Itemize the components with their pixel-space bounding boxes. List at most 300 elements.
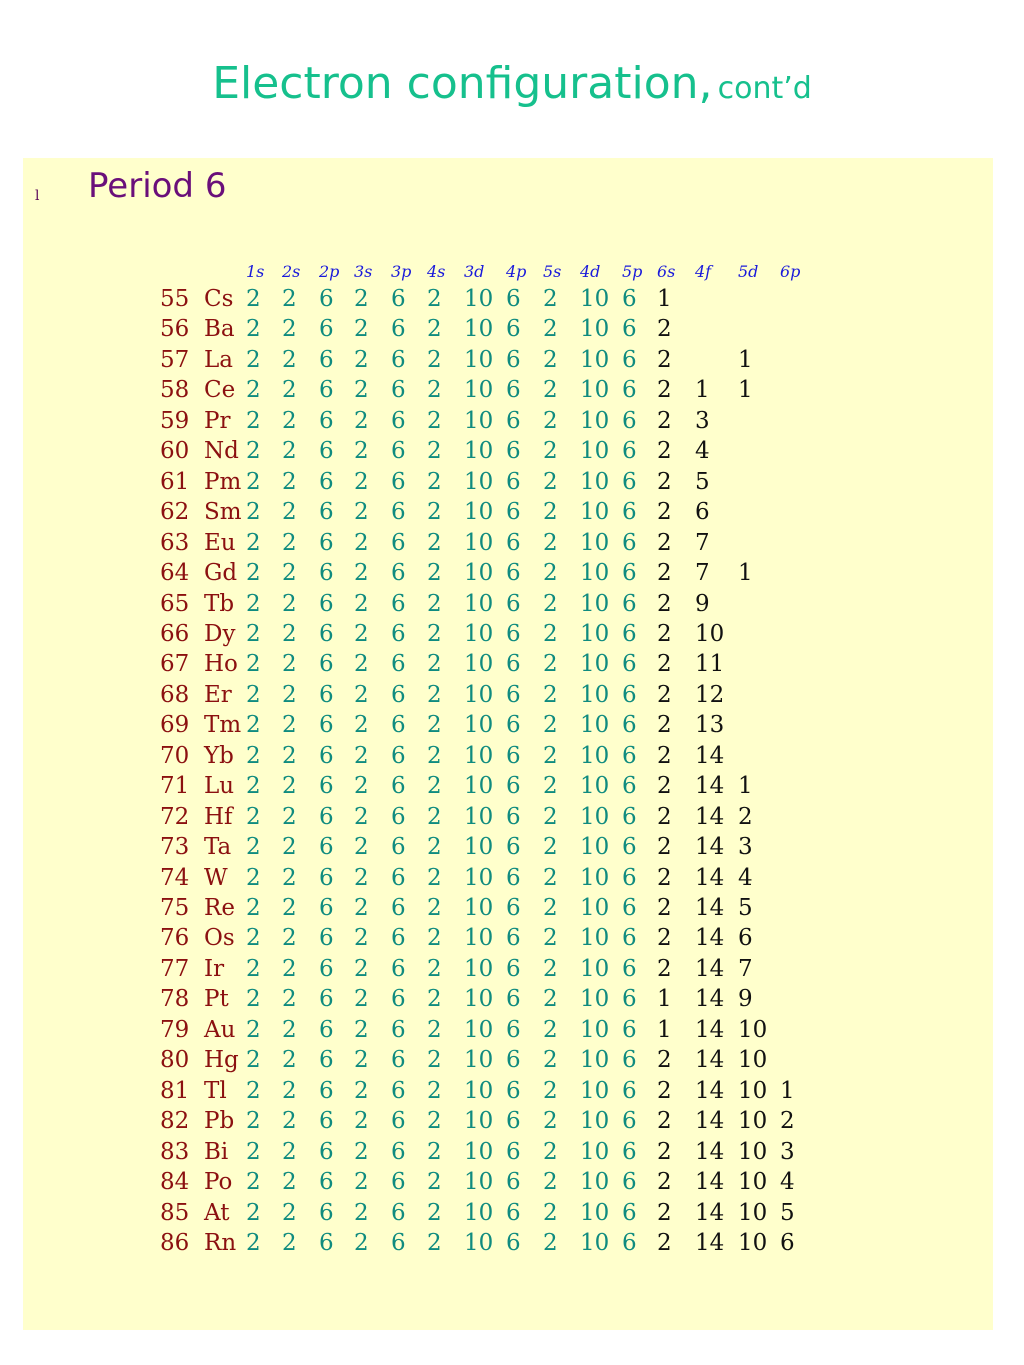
orbital-5p-value: 6 (622, 499, 637, 526)
orbital-5p-value: 6 (622, 803, 637, 830)
orbital-4p-value: 6 (506, 590, 521, 617)
orbital-4d-value: 10 (580, 1138, 610, 1165)
orbital-3s-value: 2 (354, 895, 369, 921)
orbital-4d-value: 10 (580, 529, 610, 556)
table-row (0, 467, 1024, 497)
atomic-number: 67 (160, 651, 190, 678)
atomic-number: 57 (160, 346, 190, 373)
orbital-6s-value: 1 (657, 1016, 672, 1043)
orbital-3d-value: 10 (464, 1077, 494, 1104)
orbital-6s-value: 2 (657, 681, 672, 708)
orbital-4s-value: 2 (427, 1077, 442, 1104)
element-symbol: Os (204, 925, 235, 952)
orbital-3s-value: 2 (354, 346, 369, 373)
element-symbol: W (204, 864, 228, 891)
orbital-2p-value: 6 (319, 1229, 334, 1256)
orbital-4f-value: 14 (695, 834, 725, 861)
orbital-4d-value: 10 (580, 1199, 610, 1226)
orbital-6p-value: 3 (780, 1138, 795, 1165)
orbital-5p-value: 6 (622, 590, 637, 617)
orbital-4f-value: 14 (695, 925, 725, 952)
orbital-2p-value: 6 (319, 377, 334, 404)
orbital-3p-value: 6 (391, 1229, 406, 1256)
orbital-4s-value: 2 (427, 864, 442, 891)
orbital-3d-value: 10 (464, 864, 494, 891)
orbital-3p-value: 6 (391, 316, 406, 343)
orbital-header-3s: 3s (354, 262, 373, 281)
orbital-header-4p: 4p (506, 262, 527, 281)
orbital-6s-value: 2 (657, 834, 672, 861)
orbital-4p-value: 6 (506, 803, 521, 830)
orbital-4p-value: 6 (506, 1077, 521, 1104)
orbital-2s-value: 2 (282, 620, 297, 647)
orbital-4f-value: 1 (695, 377, 710, 404)
element-symbol: Nd (204, 438, 239, 465)
orbital-1s-value: 2 (246, 499, 261, 526)
orbital-3s-value: 2 (354, 1047, 369, 1074)
orbital-header-5d: 5d (738, 262, 759, 281)
orbital-header-6s: 6s (657, 262, 676, 281)
orbital-1s-value: 2 (246, 1047, 261, 1074)
orbital-5p-value: 6 (622, 468, 637, 495)
orbital-3s-value: 2 (354, 316, 369, 343)
orbital-4p-value: 6 (506, 316, 521, 343)
orbital-5s-value: 2 (543, 986, 558, 1013)
orbital-5p-value: 6 (622, 1077, 637, 1104)
table-row (0, 1045, 1024, 1075)
orbital-2s-value: 2 (282, 590, 297, 617)
orbital-2s-value: 2 (282, 1108, 297, 1135)
orbital-4d-value: 10 (580, 1169, 610, 1196)
orbital-4d-value: 10 (580, 286, 610, 312)
orbital-1s-value: 2 (246, 712, 261, 739)
orbital-3d-value: 10 (464, 1138, 494, 1165)
orbital-3d-value: 10 (464, 499, 494, 526)
orbital-1s-value: 2 (246, 468, 261, 495)
orbital-6s-value: 2 (657, 1077, 672, 1104)
orbital-4d-value: 10 (580, 590, 610, 617)
orbital-3s-value: 2 (354, 1199, 369, 1226)
orbital-1s-value: 2 (246, 1199, 261, 1226)
orbital-3d-value: 10 (464, 986, 494, 1013)
table-row (0, 710, 1024, 740)
orbital-5d-value: 1 (738, 560, 753, 587)
atomic-number: 78 (160, 986, 190, 1013)
orbital-6s-value: 2 (657, 590, 672, 617)
orbital-3p-value: 6 (391, 468, 406, 495)
orbital-4f-value: 14 (695, 1108, 725, 1135)
orbital-4f-value: 14 (695, 1169, 725, 1196)
orbital-3p-value: 6 (391, 681, 406, 708)
table-row (0, 771, 1024, 801)
orbital-3d-value: 10 (464, 742, 494, 769)
orbital-2p-value: 6 (319, 681, 334, 708)
orbital-4d-value: 10 (580, 742, 610, 769)
title-sub: cont’d (717, 71, 812, 106)
table-row (0, 1137, 1024, 1167)
orbital-5s-value: 2 (543, 651, 558, 678)
orbital-2p-value: 6 (319, 986, 334, 1013)
orbital-5p-value: 6 (622, 438, 637, 465)
orbital-4f-value: 14 (695, 773, 725, 800)
orbital-4s-value: 2 (427, 1138, 442, 1165)
orbital-1s-value: 2 (246, 620, 261, 647)
orbital-2p-value: 6 (319, 560, 334, 587)
orbital-4s-value: 2 (427, 651, 442, 678)
table-row (0, 954, 1024, 984)
element-symbol: Ce (204, 377, 236, 404)
orbital-3s-value: 2 (354, 529, 369, 556)
orbital-5d-value: 1 (738, 773, 753, 800)
atomic-number: 80 (160, 1047, 190, 1074)
orbital-4p-value: 6 (506, 620, 521, 647)
orbital-3p-value: 6 (391, 895, 406, 921)
orbital-4s-value: 2 (427, 529, 442, 556)
orbital-5p-value: 6 (622, 651, 637, 678)
orbital-4p-value: 6 (506, 1169, 521, 1196)
orbital-3s-value: 2 (354, 742, 369, 769)
orbital-2p-value: 6 (319, 864, 334, 891)
element-symbol: Ba (204, 316, 235, 343)
orbital-3p-value: 6 (391, 560, 406, 587)
element-symbol: Dy (204, 620, 236, 647)
orbital-2p-value: 6 (319, 499, 334, 526)
orbital-6s-value: 2 (657, 895, 672, 921)
orbital-4s-value: 2 (427, 590, 442, 617)
table-row (0, 680, 1024, 710)
orbital-4s-value: 2 (427, 499, 442, 526)
orbital-4f-value: 14 (695, 955, 725, 982)
orbital-3d-value: 10 (464, 1108, 494, 1135)
atomic-number: 56 (160, 316, 190, 343)
orbital-4p-value: 6 (506, 438, 521, 465)
orbital-5s-value: 2 (543, 681, 558, 708)
orbital-2p-value: 6 (319, 1108, 334, 1135)
orbital-5p-value: 6 (622, 712, 637, 739)
orbital-4s-value: 2 (427, 346, 442, 373)
orbital-4d-value: 10 (580, 560, 610, 587)
orbital-3p-value: 6 (391, 925, 406, 952)
orbital-6p-value: 4 (780, 1169, 795, 1196)
page-title (0, 58, 1024, 109)
orbital-2p-value: 6 (319, 742, 334, 769)
orbital-4d-value: 10 (580, 499, 610, 526)
element-symbol: Tb (204, 590, 235, 617)
orbital-5d-value: 1 (738, 377, 753, 404)
orbital-1s-value: 2 (246, 681, 261, 708)
atomic-number: 69 (160, 712, 190, 739)
orbital-5p-value: 6 (622, 1169, 637, 1196)
element-symbol: La (204, 346, 233, 373)
orbital-5s-value: 2 (543, 1138, 558, 1165)
orbital-6s-value: 2 (657, 1108, 672, 1135)
orbital-3s-value: 2 (354, 560, 369, 587)
orbital-4s-value: 2 (427, 895, 442, 921)
orbital-5s-value: 2 (543, 346, 558, 373)
orbital-3s-value: 2 (354, 1016, 369, 1043)
orbital-4f-value: 7 (695, 560, 710, 587)
orbital-3s-value: 2 (354, 834, 369, 861)
orbital-3s-value: 2 (354, 925, 369, 952)
orbital-5p-value: 6 (622, 1138, 637, 1165)
orbital-4s-value: 2 (427, 316, 442, 343)
orbital-4f-value: 14 (695, 1077, 725, 1104)
orbital-3p-value: 6 (391, 864, 406, 891)
orbital-2p-value: 6 (319, 925, 334, 952)
orbital-3s-value: 2 (354, 438, 369, 465)
orbital-1s-value: 2 (246, 895, 261, 921)
orbital-4p-value: 6 (506, 955, 521, 982)
orbital-1s-value: 2 (246, 742, 261, 769)
orbital-3p-value: 6 (391, 377, 406, 404)
orbital-1s-value: 2 (246, 1138, 261, 1165)
orbital-5p-value: 6 (622, 681, 637, 708)
orbital-4s-value: 2 (427, 986, 442, 1013)
orbital-5s-value: 2 (543, 1016, 558, 1043)
orbital-4d-value: 10 (580, 681, 610, 708)
orbital-4d-value: 10 (580, 955, 610, 982)
orbital-3p-value: 6 (391, 1047, 406, 1074)
orbital-4f-value: 14 (695, 742, 725, 769)
orbital-2p-value: 6 (319, 651, 334, 678)
atomic-number: 76 (160, 925, 190, 952)
orbital-3d-value: 10 (464, 1199, 494, 1226)
orbital-3s-value: 2 (354, 712, 369, 739)
orbital-5s-value: 2 (543, 377, 558, 404)
atomic-number: 72 (160, 803, 190, 830)
orbital-6s-value: 2 (657, 377, 672, 404)
element-symbol: Lu (204, 773, 235, 800)
orbital-5d-value: 10 (738, 1016, 768, 1043)
orbital-header-1s: 1s (246, 262, 265, 281)
orbital-3s-value: 2 (354, 1229, 369, 1256)
orbital-5p-value: 6 (622, 346, 637, 373)
orbital-2s-value: 2 (282, 986, 297, 1013)
orbital-2p-value: 6 (319, 407, 334, 434)
orbital-3p-value: 6 (391, 651, 406, 678)
orbital-5p-value: 6 (622, 407, 637, 434)
orbital-3d-value: 10 (464, 438, 494, 465)
orbital-5s-value: 2 (543, 742, 558, 769)
orbital-5s-value: 2 (543, 925, 558, 952)
orbital-6s-value: 2 (657, 438, 672, 465)
orbital-4s-value: 2 (427, 1169, 442, 1196)
orbital-2s-value: 2 (282, 499, 297, 526)
element-symbol: Pr (204, 407, 231, 434)
orbital-1s-value: 2 (246, 1229, 261, 1256)
element-symbol: Ho (204, 651, 238, 678)
orbital-3p-value: 6 (391, 590, 406, 617)
orbital-2s-value: 2 (282, 468, 297, 495)
table-row (0, 1106, 1024, 1136)
orbital-1s-value: 2 (246, 651, 261, 678)
element-symbol: Po (204, 1169, 233, 1196)
orbital-3s-value: 2 (354, 803, 369, 830)
atomic-number: 63 (160, 529, 190, 556)
table-row (0, 1167, 1024, 1197)
element-symbol: Ta (204, 834, 232, 861)
atomic-number: 59 (160, 407, 190, 434)
orbital-4f-value: 13 (695, 712, 725, 739)
orbital-header-3d: 3d (464, 262, 485, 281)
orbital-1s-value: 2 (246, 773, 261, 800)
orbital-5s-value: 2 (543, 834, 558, 861)
orbital-5p-value: 6 (622, 377, 637, 404)
orbital-6s-value: 2 (657, 955, 672, 982)
orbital-4p-value: 6 (506, 1108, 521, 1135)
orbital-2s-value: 2 (282, 377, 297, 404)
orbital-6s-value: 2 (657, 560, 672, 587)
orbital-6s-value: 2 (657, 407, 672, 434)
orbital-4p-value: 6 (506, 712, 521, 739)
orbital-4s-value: 2 (427, 620, 442, 647)
orbital-3s-value: 2 (354, 651, 369, 678)
orbital-4f-value: 6 (695, 499, 710, 526)
orbital-5s-value: 2 (543, 1169, 558, 1196)
orbital-3s-value: 2 (354, 377, 369, 404)
orbital-3p-value: 6 (391, 803, 406, 830)
orbital-4p-value: 6 (506, 560, 521, 587)
orbital-3d-value: 10 (464, 1229, 494, 1256)
orbital-4d-value: 10 (580, 712, 610, 739)
orbital-2s-value: 2 (282, 529, 297, 556)
bullet-marker: l (35, 188, 40, 204)
orbital-6s-value: 2 (657, 864, 672, 891)
orbital-4p-value: 6 (506, 499, 521, 526)
orbital-6s-value: 2 (657, 1138, 672, 1165)
orbital-2s-value: 2 (282, 773, 297, 800)
orbital-5s-value: 2 (543, 529, 558, 556)
orbital-4f-value: 10 (695, 620, 725, 647)
orbital-2p-value: 6 (319, 1077, 334, 1104)
orbital-2p-value: 6 (319, 620, 334, 647)
orbital-4p-value: 6 (506, 286, 521, 312)
atomic-number: 58 (160, 377, 190, 404)
table-row (0, 802, 1024, 832)
orbital-1s-value: 2 (246, 529, 261, 556)
orbital-1s-value: 2 (246, 590, 261, 617)
orbital-3d-value: 10 (464, 407, 494, 434)
atomic-number: 81 (160, 1077, 190, 1104)
orbital-6s-value: 2 (657, 346, 672, 373)
orbital-3s-value: 2 (354, 468, 369, 495)
orbital-4d-value: 10 (580, 620, 610, 647)
orbital-5p-value: 6 (622, 955, 637, 982)
orbital-6s-value: 2 (657, 1229, 672, 1256)
orbital-3d-value: 10 (464, 651, 494, 678)
table-row (0, 558, 1024, 588)
orbital-2s-value: 2 (282, 1169, 297, 1196)
table-row (0, 832, 1024, 862)
orbital-5d-value: 4 (738, 864, 753, 891)
orbital-2p-value: 6 (319, 1016, 334, 1043)
orbital-4p-value: 6 (506, 742, 521, 769)
table-row (0, 1198, 1024, 1228)
orbital-1s-value: 2 (246, 407, 261, 434)
orbital-2s-value: 2 (282, 1199, 297, 1226)
orbital-4d-value: 10 (580, 1077, 610, 1104)
orbital-2p-value: 6 (319, 590, 334, 617)
title-main: Electron configuration, (212, 58, 713, 109)
orbital-5s-value: 2 (543, 955, 558, 982)
orbital-2p-value: 6 (319, 955, 334, 982)
orbital-4d-value: 10 (580, 438, 610, 465)
orbital-4f-value: 3 (695, 407, 710, 434)
element-symbol: Hg (204, 1047, 239, 1074)
element-symbol: Yb (204, 742, 234, 769)
orbital-4d-value: 10 (580, 925, 610, 952)
orbital-6s-value: 2 (657, 468, 672, 495)
orbital-6s-value: 2 (657, 1169, 672, 1196)
orbital-3p-value: 6 (391, 438, 406, 465)
orbital-3d-value: 10 (464, 712, 494, 739)
orbital-5p-value: 6 (622, 986, 637, 1013)
orbital-4p-value: 6 (506, 407, 521, 434)
orbital-2s-value: 2 (282, 1016, 297, 1043)
orbital-6s-value: 2 (657, 316, 672, 343)
orbital-2s-value: 2 (282, 1047, 297, 1074)
element-symbol: Re (204, 895, 235, 921)
orbital-6s-value: 2 (657, 925, 672, 952)
orbital-5s-value: 2 (543, 864, 558, 891)
table-row (0, 497, 1024, 527)
orbital-6s-value: 2 (657, 773, 672, 800)
orbital-2p-value: 6 (319, 834, 334, 861)
orbital-4d-value: 10 (580, 1229, 610, 1256)
table-row (0, 1076, 1024, 1106)
element-symbol: Sm (204, 499, 242, 526)
orbital-3p-value: 6 (391, 499, 406, 526)
orbital-4s-value: 2 (427, 742, 442, 769)
orbital-header-5p: 5p (622, 262, 643, 281)
element-symbol: Tm (204, 712, 242, 739)
orbital-3d-value: 10 (464, 468, 494, 495)
orbital-1s-value: 2 (246, 955, 261, 982)
orbital-4d-value: 10 (580, 1108, 610, 1135)
orbital-4s-value: 2 (427, 407, 442, 434)
element-symbol: Hf (204, 803, 233, 830)
section-heading: Period 6 (88, 166, 227, 206)
orbital-2s-value: 2 (282, 895, 297, 921)
orbital-6p-value: 1 (780, 1077, 795, 1104)
orbital-5d-value: 10 (738, 1169, 768, 1196)
orbital-5s-value: 2 (543, 438, 558, 465)
orbital-4d-value: 10 (580, 346, 610, 373)
atomic-number: 83 (160, 1138, 190, 1165)
table-row (0, 649, 1024, 679)
orbital-5s-value: 2 (543, 316, 558, 343)
orbital-2s-value: 2 (282, 1138, 297, 1165)
orbital-5d-value: 10 (738, 1199, 768, 1226)
orbital-1s-value: 2 (246, 834, 261, 861)
orbital-4s-value: 2 (427, 1108, 442, 1135)
orbital-2s-value: 2 (282, 407, 297, 434)
orbital-5d-value: 10 (738, 1047, 768, 1074)
orbital-header-4s: 4s (427, 262, 446, 281)
orbital-5d-value: 5 (738, 895, 753, 921)
orbital-4p-value: 6 (506, 925, 521, 952)
orbital-3p-value: 6 (391, 1016, 406, 1043)
orbital-3d-value: 10 (464, 529, 494, 556)
orbital-2s-value: 2 (282, 803, 297, 830)
orbital-4f-value: 14 (695, 864, 725, 891)
orbital-3s-value: 2 (354, 620, 369, 647)
orbital-1s-value: 2 (246, 1108, 261, 1135)
element-symbol: Cs (204, 286, 234, 312)
orbital-4d-value: 10 (580, 377, 610, 404)
orbital-3d-value: 10 (464, 377, 494, 404)
atomic-number: 64 (160, 560, 190, 587)
